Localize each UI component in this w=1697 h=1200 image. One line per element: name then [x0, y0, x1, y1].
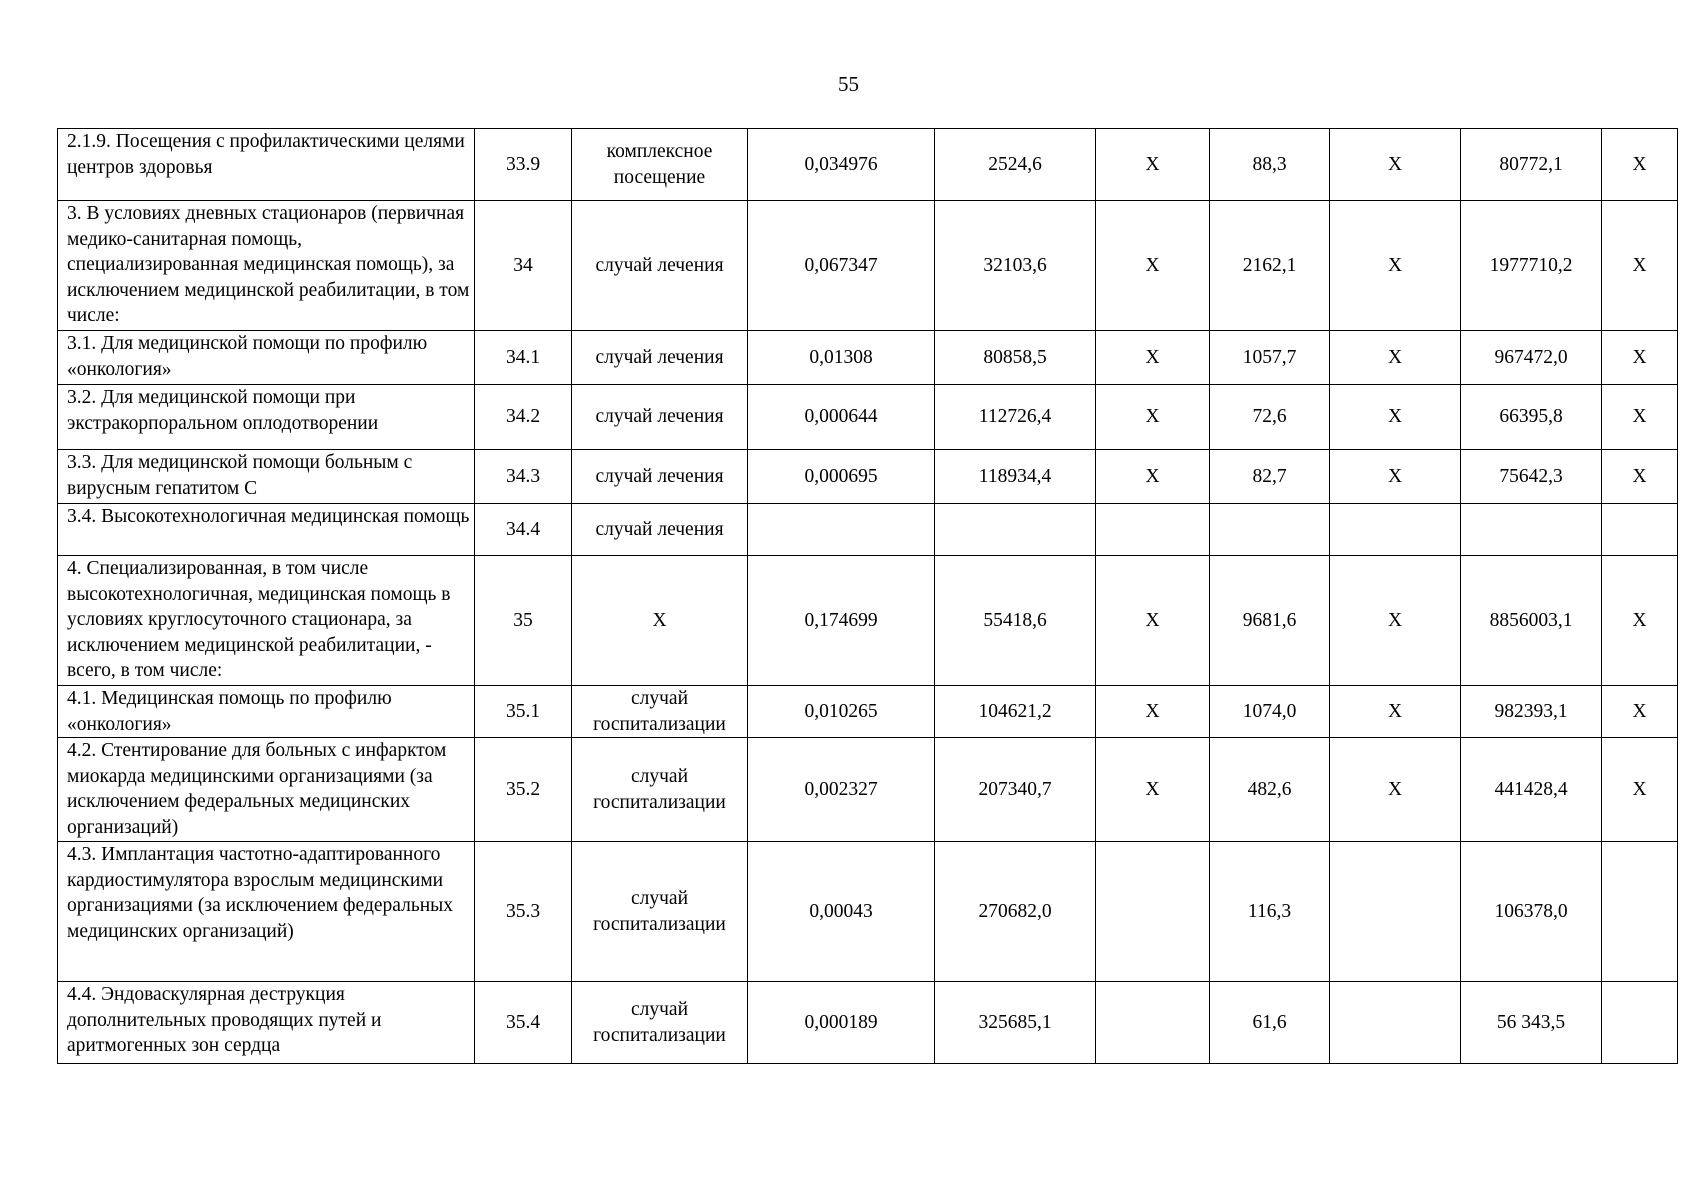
column-8-cell: Х — [1330, 385, 1461, 450]
row-name-cell: 3.3. Для медицинской помощи больным с вирусным гепатитом С — [58, 450, 475, 504]
column-10-cell: Х — [1602, 450, 1678, 504]
column-8-cell — [1330, 982, 1461, 1064]
column-10-cell — [1602, 504, 1678, 556]
unit-cell: случай лечения — [572, 450, 748, 504]
table-row — [58, 201, 1678, 331]
unit-cell: случай госпитализации — [572, 842, 748, 982]
column-6-cell — [1096, 982, 1210, 1064]
column-6-cell — [1096, 842, 1210, 982]
table-row — [58, 331, 1678, 385]
column-7-cell: 9681,6 — [1210, 556, 1330, 686]
column-10-cell: Х — [1602, 331, 1678, 385]
column-6-cell — [1096, 504, 1210, 556]
row-number-cell: 35.3 — [475, 842, 572, 982]
data-table — [57, 128, 1678, 1064]
row-name-cell: 2.1.9. Посещения с профилактическими целями центров здоровья — [58, 129, 475, 201]
column-6-cell: Х — [1096, 201, 1210, 331]
row-name-cell: 4.2. Стентирование для больных с инфарктом миокарда медицинскими организациями (за исключением федеральных медицинских организаций) — [58, 738, 475, 842]
table-row — [58, 129, 1678, 201]
column-10-cell: Х — [1602, 129, 1678, 201]
row-number-cell: 34.1 — [475, 331, 572, 385]
column-8-cell: Х — [1330, 450, 1461, 504]
row-number-cell: 34.2 — [475, 385, 572, 450]
cost-cell: 270682,0 — [935, 842, 1096, 982]
page-number: 55 — [838, 72, 859, 96]
column-6-cell: Х — [1096, 686, 1210, 738]
row-name-cell: 4.3. Имплантация частотно-адаптированного кардиостимулятора взрослым медицинскими организациями (за исключением федеральных медицинских организаций) — [58, 842, 475, 982]
column-9-cell: 66395,8 — [1461, 385, 1602, 450]
cost-cell: 207340,7 — [935, 738, 1096, 842]
column-8-cell: Х — [1330, 331, 1461, 385]
row-number-cell: 33.9 — [475, 129, 572, 201]
norm-cell: 0,000644 — [748, 385, 935, 450]
column-6-cell: Х — [1096, 331, 1210, 385]
unit-cell: случай госпитализации — [572, 738, 748, 842]
table-row — [58, 450, 1678, 504]
column-10-cell: Х — [1602, 385, 1678, 450]
norm-cell — [748, 504, 935, 556]
cost-cell: 2524,6 — [935, 129, 1096, 201]
row-name-cell: 3. В условиях дневных стационаров (первичная медико-санитарная помощь, специализированная медицинская помощь), за исключением медицинской реабилитации, в том числе: — [58, 201, 475, 331]
norm-cell: 0,01308 — [748, 331, 935, 385]
column-6-cell: Х — [1096, 129, 1210, 201]
unit-cell: случай лечения — [572, 504, 748, 556]
column-9-cell: 8856003,1 — [1461, 556, 1602, 686]
norm-cell: 0,034976 — [748, 129, 935, 201]
cost-cell: 55418,6 — [935, 556, 1096, 686]
row-number-cell: 34.4 — [475, 504, 572, 556]
column-10-cell: Х — [1602, 556, 1678, 686]
column-9-cell: 441428,4 — [1461, 738, 1602, 842]
norm-cell: 0,010265 — [748, 686, 935, 738]
column-10-cell: Х — [1602, 686, 1678, 738]
unit-cell: случай госпитализации — [572, 982, 748, 1064]
row-number-cell: 35 — [475, 556, 572, 686]
table-row — [58, 982, 1678, 1064]
column-8-cell: Х — [1330, 738, 1461, 842]
cost-cell: 32103,6 — [935, 201, 1096, 331]
table-row — [58, 738, 1678, 842]
column-10-cell: Х — [1602, 201, 1678, 331]
row-number-cell: 35.4 — [475, 982, 572, 1064]
row-number-cell: 34.3 — [475, 450, 572, 504]
unit-cell: случай лечения — [572, 331, 748, 385]
cost-cell: 80858,5 — [935, 331, 1096, 385]
row-number-cell: 35.2 — [475, 738, 572, 842]
column-10-cell — [1602, 842, 1678, 982]
column-7-cell: 1057,7 — [1210, 331, 1330, 385]
norm-cell: 0,067347 — [748, 201, 935, 331]
column-6-cell: Х — [1096, 385, 1210, 450]
cost-cell: 325685,1 — [935, 982, 1096, 1064]
column-8-cell — [1330, 842, 1461, 982]
column-9-cell — [1461, 504, 1602, 556]
table-row — [58, 385, 1678, 450]
column-8-cell: Х — [1330, 556, 1461, 686]
column-10-cell — [1602, 982, 1678, 1064]
cost-cell: 112726,4 — [935, 385, 1096, 450]
norm-cell: 0,00043 — [748, 842, 935, 982]
column-7-cell: 72,6 — [1210, 385, 1330, 450]
column-9-cell: 106378,0 — [1461, 842, 1602, 982]
row-name-cell: 3.2. Для медицинской помощи при экстракорпоральном оплодотворении — [58, 385, 475, 450]
column-8-cell — [1330, 504, 1461, 556]
column-8-cell: Х — [1330, 129, 1461, 201]
norm-cell: 0,002327 — [748, 738, 935, 842]
column-10-cell: Х — [1602, 738, 1678, 842]
unit-cell: Х — [572, 556, 748, 686]
column-7-cell: 61,6 — [1210, 982, 1330, 1064]
column-7-cell: 2162,1 — [1210, 201, 1330, 331]
table-row — [58, 504, 1678, 556]
row-number-cell: 35.1 — [475, 686, 572, 738]
row-name-cell: 4.4. Эндоваскулярная деструкция дополнительных проводящих путей и аритмогенных зон сердца — [58, 982, 475, 1064]
row-name-cell: 3.1. Для медицинской помощи по профилю «онкология» — [58, 331, 475, 385]
table-row — [58, 686, 1678, 738]
row-name-cell: 4. Специализированная, в том числе высокотехнологичная, медицинская помощь в условиях круглосуточного стационара, за исключением медицинской реабилитации, - всего, в том числе: — [58, 556, 475, 686]
unit-cell: случай госпитализации — [572, 686, 748, 738]
column-6-cell: Х — [1096, 738, 1210, 842]
column-7-cell: 88,3 — [1210, 129, 1330, 201]
table-body — [58, 129, 1678, 1064]
norm-cell: 0,000695 — [748, 450, 935, 504]
column-7-cell — [1210, 504, 1330, 556]
column-9-cell: 982393,1 — [1461, 686, 1602, 738]
norm-cell: 0,174699 — [748, 556, 935, 686]
row-name-cell: 3.4. Высокотехнологичная медицинская помощь — [58, 504, 475, 556]
column-9-cell: 56 343,5 — [1461, 982, 1602, 1064]
column-7-cell: 482,6 — [1210, 738, 1330, 842]
row-number-cell: 34 — [475, 201, 572, 331]
cost-cell — [935, 504, 1096, 556]
column-6-cell: Х — [1096, 450, 1210, 504]
unit-cell: случай лечения — [572, 385, 748, 450]
column-9-cell: 967472,0 — [1461, 331, 1602, 385]
column-6-cell: Х — [1096, 556, 1210, 686]
cost-cell: 104621,2 — [935, 686, 1096, 738]
column-7-cell: 116,3 — [1210, 842, 1330, 982]
column-9-cell: 75642,3 — [1461, 450, 1602, 504]
cost-cell: 118934,4 — [935, 450, 1096, 504]
table-row — [58, 842, 1678, 982]
table-row — [58, 556, 1678, 686]
column-8-cell: Х — [1330, 201, 1461, 331]
column-7-cell: 1074,0 — [1210, 686, 1330, 738]
unit-cell: комплексное посещение — [572, 129, 748, 201]
norm-cell: 0,000189 — [748, 982, 935, 1064]
row-name-cell: 4.1. Медицинская помощь по профилю «онкология» — [58, 686, 475, 738]
column-8-cell: Х — [1330, 686, 1461, 738]
column-9-cell: 1977710,2 — [1461, 201, 1602, 331]
column-7-cell: 82,7 — [1210, 450, 1330, 504]
column-9-cell: 80772,1 — [1461, 129, 1602, 201]
unit-cell: случай лечения — [572, 201, 748, 331]
